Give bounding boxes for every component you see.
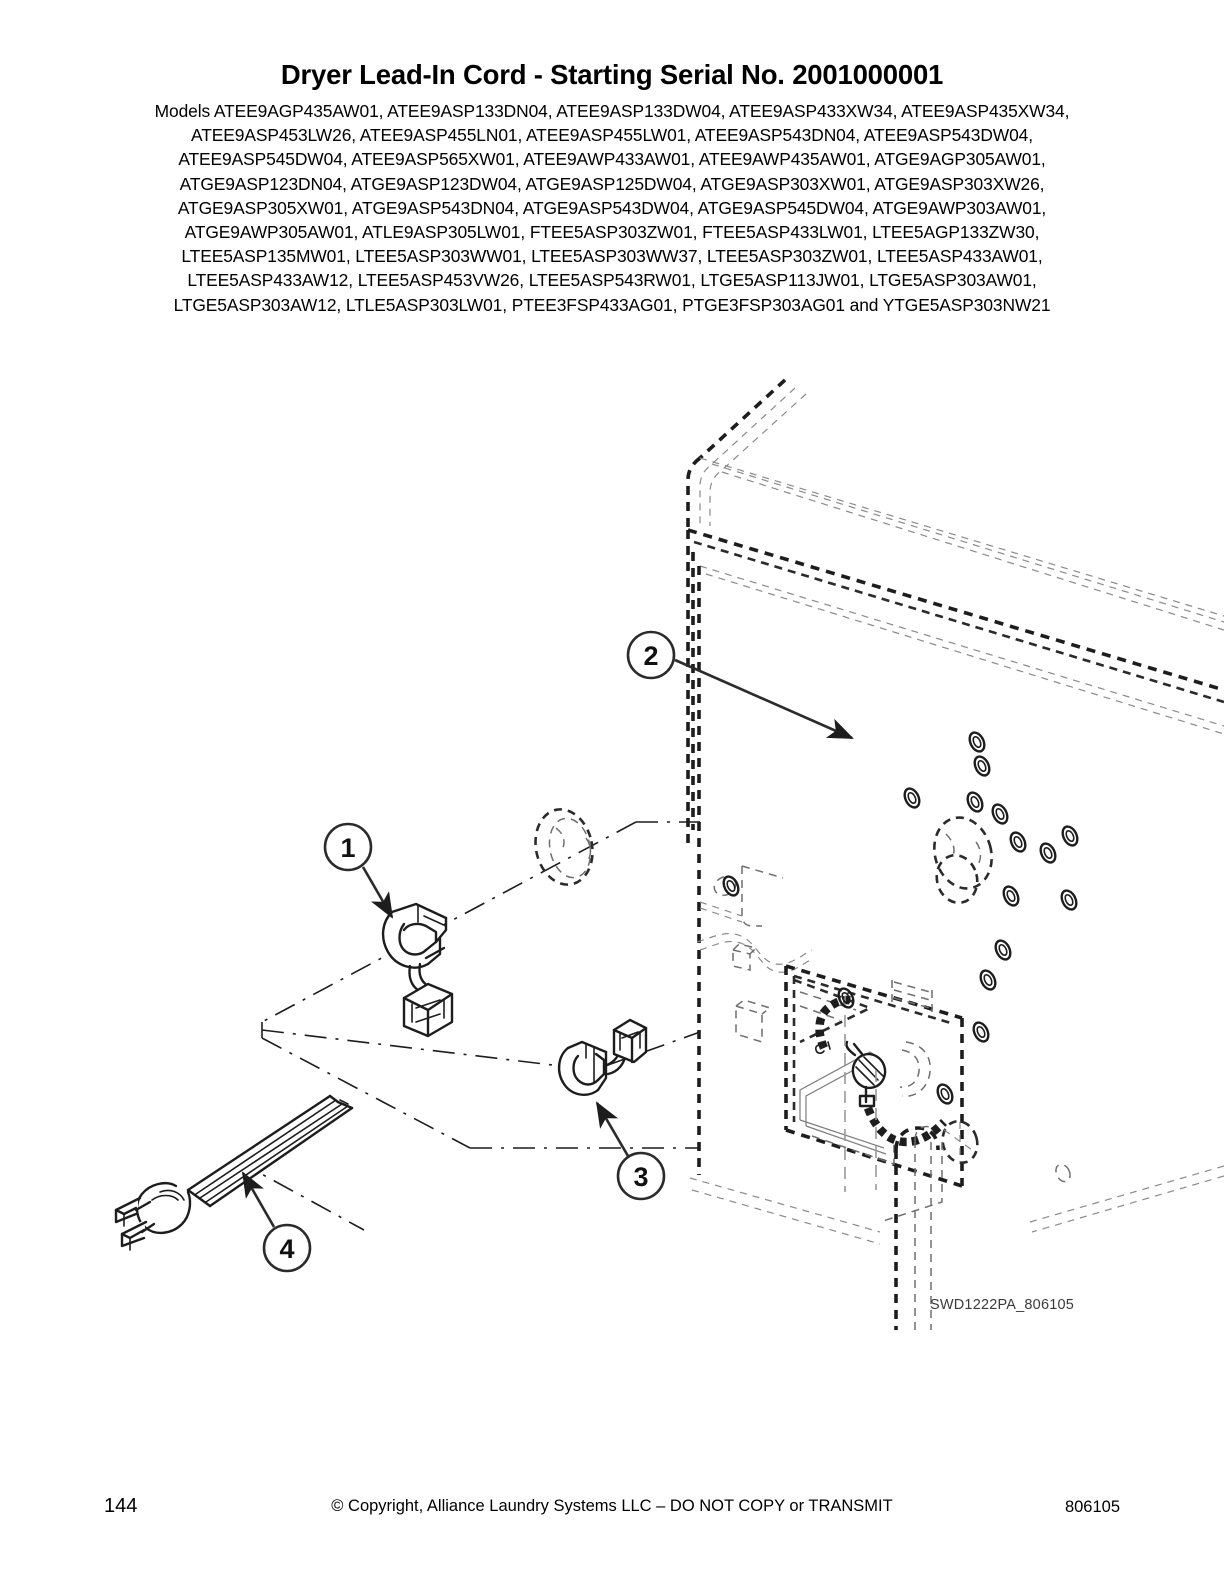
page-number: 144 xyxy=(104,1495,138,1517)
dryer-cabinet-outline xyxy=(688,380,1224,1330)
model-list xyxy=(0,99,1224,317)
page-footer xyxy=(0,1495,1224,1525)
drawing-number: SWD1222PA_806105 xyxy=(930,1297,1075,1313)
svg-text:1: 1 xyxy=(340,833,356,863)
page-title: Dryer Lead-In Cord - Starting Serial No. 2001000001 xyxy=(280,59,944,90)
page-header xyxy=(0,58,1224,317)
callout-1[interactable] xyxy=(325,824,371,870)
part-strain-relief-bushing xyxy=(383,804,599,1036)
model-line: Models ATEE9AGP435AW01, ATEE9ASP133DN04, ATEE9ASP133DW04, ATEE9ASP433XW34, ATEE9ASP435XW34, xyxy=(154,101,1070,121)
model-line: ATGE9AWP305AW01, ATLE9ASP305LW01, FTEE5ASP303ZW01, FTEE5ASP433LW01, LTEE5AGP133ZW30, xyxy=(184,222,1040,243)
model-line: ATGE9ASP305XW01, ATGE9ASP543DN04, ATGE9ASP543DW04, ATGE9ASP545DW04, ATGE9AWP303AW01, xyxy=(177,197,1047,218)
part-power-cord xyxy=(116,1096,352,1250)
svg-text:3: 3 xyxy=(633,1162,649,1192)
copyright-notice: © Copyright, Alliance Laundry Systems LLC – DO NOT COPY or TRANSMIT xyxy=(331,1497,893,1515)
svg-text:4: 4 xyxy=(279,1234,295,1264)
model-line: ATEE9ASP545DW04, ATEE9ASP565XW01, ATEE9AWP433AW01, ATEE9AWP435AW01, ATGE9AGP305AW01, xyxy=(178,149,1046,170)
model-line: ATGE9ASP123DN04, ATGE9ASP123DW04, ATGE9ASP125DW04, ATGE9ASP303XW01, ATGE9ASP303XW26, xyxy=(179,173,1045,194)
document-number: 806105 xyxy=(1064,1498,1120,1516)
part-cord-clamp xyxy=(559,1020,646,1095)
svg-text:2: 2 xyxy=(643,641,659,671)
cord-clamp-installed xyxy=(846,1042,889,1106)
model-line: LTEE5ASP433AW12, LTEE5ASP453VW26, LTEE5ASP543RW01, LTGE5ASP113JW01, LTGE5ASP303AW01, xyxy=(187,270,1037,291)
exploded-parts-drawing xyxy=(0,330,1224,1360)
model-line: LTEE5ASP135MW01, LTEE5ASP303WW01, LTEE5ASP303WW37, LTEE5ASP303ZW01, LTEE5ASP433AW01, xyxy=(181,246,1043,267)
model-line: ATEE9ASP453LW26, ATEE9ASP455LN01, ATEE9ASP455LW01, ATEE9ASP543DN04, ATEE9ASP543DW04, xyxy=(191,125,1033,146)
model-line: LTGE5ASP303AW12, LTLE5ASP303LW01, PTEE3FSP433AG01, PTGE3FSP303AG01 and YTGE5ASP303NW21 xyxy=(173,294,1051,315)
callout-4[interactable] xyxy=(264,1225,310,1271)
callout-3[interactable] xyxy=(618,1153,664,1199)
callout-2[interactable] xyxy=(628,632,674,678)
callout-leaders xyxy=(243,660,852,1227)
panel-holes xyxy=(721,730,1080,1184)
